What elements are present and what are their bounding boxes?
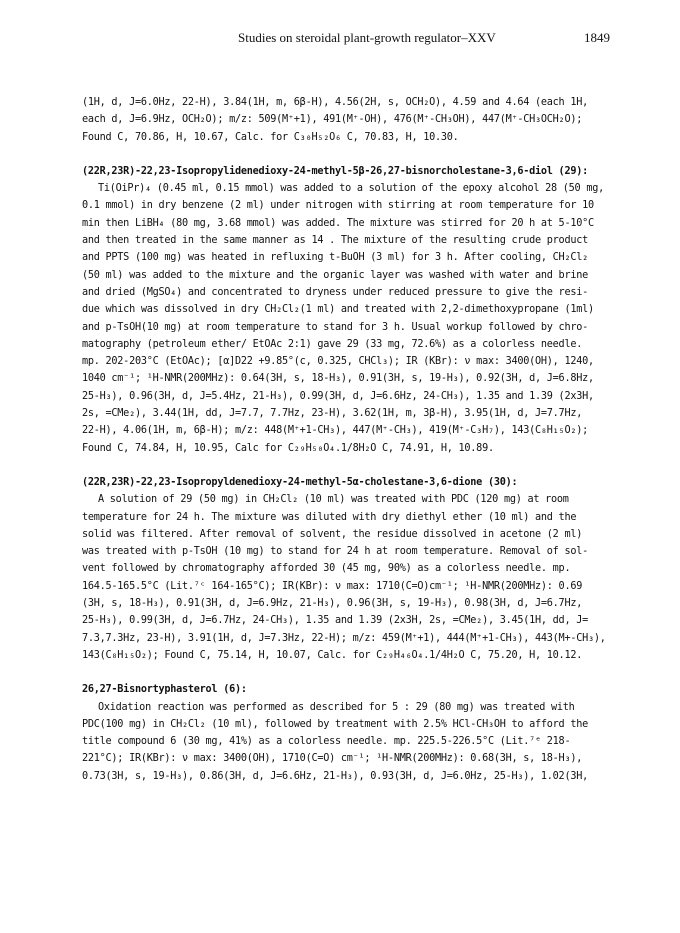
text-line: title compound 6 (30 mg, 41%) as a colorless needle. mp. 225.5-226.5°C (Lit.⁷ᵉ 218-: [82, 736, 571, 748]
text-line: 221°C); IR(KBr): ν max: 3400(OH), 1710(C=O) cm⁻¹; ¹H-NMR(200MHz): 0.68(3H, s, 18-H₃),: [82, 753, 583, 765]
section-continuation: [82, 94, 612, 146]
text-line: Oxidation reaction was performed as described for 5 : 29 (80 mg) was treated with: [98, 701, 575, 713]
text-line: 0.73(3H, s, 19-H₃), 0.86(3H, d, J=6.6Hz, 21-H₃), 0.93(3H, d, J=6.0Hz, 25-H₃), 1.02(3H,: [82, 770, 588, 782]
text-line: 25-H₃), 0.99(3H, d, J=6.7Hz, 24-CH₃), 1.35 and 1.39 (2x3H, 2s, =CMe₂), 3.45(1H, dd, J=: [82, 615, 588, 627]
text-line: (50 ml) was added to the mixture and the organic layer was washed with water and brine: [82, 269, 588, 281]
text-line: (3H, s, 18-H₃), 0.91(3H, d, J=6.9Hz, 21-H₃), 0.96(3H, s, 19-H₃), 0.98(3H, d, J=6.7Hz,: [82, 598, 583, 610]
text-line: solid was filtered. After removal of solvent, the residue dissolved in acetone (2 ml): [82, 528, 583, 540]
text-line: matography (petroleum ether/ EtOAc 2:1) gave 29 (33 mg, 72.6%) as a colorless needle.: [82, 338, 583, 350]
text-line: 7.3,7.3Hz, 23-H), 3.91(1H, d, J=7.3Hz, 22-H); m/z: 459(M⁺+1), 444(M⁺+1-CH₃), 443(M+-CH₃),: [82, 632, 606, 644]
text-line: min then LiBH₄ (80 mg, 3.68 mmol) was added. The mixture was stirred for 20 h at 5-10°C: [82, 217, 594, 229]
text-line: 164.5-165.5°C (Lit.⁷ᶜ 164-165°C); IR(KBr): ν max: 1710(C=O)cm⁻¹; ¹H-NMR(200MHz): 0.69: [82, 580, 583, 592]
section-compound-29: [82, 163, 612, 457]
text-line: 25-H₃), 0.96(3H, d, J=5.4Hz, 21-H₃), 0.99(3H, d, J=6.6Hz, 24-CH₃), 1.35 and 1.39 (2x3H,: [82, 390, 594, 402]
text-line: vent followed by chromatography afforded 30 (45 mg, 90%) as a colorless needle. mp.: [82, 563, 571, 575]
text-line: 1040 cm⁻¹; ¹H-NMR(200MHz): 0.64(3H, s, 18-H₃), 0.91(3H, s, 19-H₃), 0.92(3H, d, J=6.8Hz,: [82, 373, 594, 385]
text-line: and p-TsOH(10 mg) at room temperature to stand for 3 h. Usual workup followed by chro-: [82, 321, 588, 333]
text-line: temperature for 24 h. The mixture was diluted with dry diethyl ether (10 ml) and the: [82, 511, 577, 523]
text-line: 2s, =CMe₂), 3.44(1H, dd, J=7.7, 7.7Hz, 23-H), 3.62(1H, m, 3β-H), 3.95(1H, d, J=7.7Hz,: [82, 408, 583, 420]
section-compound-6: [82, 681, 612, 785]
text-line: 143(C₈H₁₅O₂); Found C, 75.14, H, 10.07, Calc. for C₂₉H₄₆O₄.1/4H₂O C, 75.20, H, 10.12.: [82, 649, 583, 661]
text-line: mp. 202-203°C (EtOAc); [α]D22 +9.85°(c, 0.325, CHCl₃); IR (KBr): ν max: 3400(OH), 1240,: [82, 356, 594, 368]
section-compound-30: [82, 474, 612, 664]
text-line: (1H, d, J=6.0Hz, 22-H), 3.84(1H, m, 6β-H), 4.56(2H, s, OCH₂O), 4.59 and 4.64 (each 1H,: [82, 97, 588, 108]
text-line: 0.1 mmol) in dry benzene (2 ml) under nitrogen with stirring at room temperature for 10: [82, 200, 594, 212]
text-line: 22-H), 4.06(1H, m, 6β-H); m/z: 448(M⁺+1-CH₃), 447(M⁺-CH₃), 419(M⁺-C₃H₇), 143(C₈H₁₅O₂);: [82, 425, 588, 437]
text-line: A solution of 29 (50 mg) in CH₂Cl₂ (10 ml) was treated with PDC (120 mg) at room: [98, 494, 569, 506]
text-line: Found C, 70.86, H, 10.67, Calc. for C₃₀H₅₂O₆ C, 70.83, H, 10.30.: [82, 131, 459, 143]
text-line: and dried (MgSO₄) and concentrated to dryness under reduced pressure to give the resi-: [82, 286, 588, 298]
text-line: each d, J=6.9Hz, OCH₂O); m/z: 509(M⁺+1), 491(M⁺-OH), 476(M⁺-CH₃OH), 447(M⁺-CH₃OCH₂O);: [82, 114, 583, 126]
text-line: PDC(100 mg) in CH₂Cl₂ (10 ml), followed by treatment with 2.5% HCl-CH₃OH to afford the: [82, 718, 588, 730]
text-line: due which was dissolved in dry CH₂Cl₂(1 ml) and treated with 2,2-dimethoxypropane (1ml): [82, 304, 594, 316]
article-body: [82, 94, 612, 785]
section-heading: (22R,23R)-22,23-Isopropylidenedioxy-24-methyl-5β-26,27-bisnorcholestane-3,6-diol (29):: [82, 165, 588, 177]
section-heading: 26,27-Bisnortyphasterol (6):: [82, 684, 247, 696]
page-number: 1849: [584, 30, 610, 45]
text-line: and then treated in the same manner as 14 . The mixture of the resulting crude product: [82, 235, 588, 247]
running-title: Studies on steroidal plant-growth regulator–XXV: [238, 30, 496, 45]
text-line: was treated with p-TsOH (10 mg) to stand for 24 h at room temperature. Removal of sol-: [82, 546, 588, 558]
section-heading: (22R,23R)-22,23-Isopropyldenedioxy-24-methyl-5α-cholestane-3,6-dione (30):: [82, 476, 518, 488]
text-line: Ti(OiPr)₄ (0.45 ml, 0.15 mmol) was added to a solution of the epoxy alcohol 28 (50 mg,: [98, 183, 604, 195]
page-header: [90, 30, 610, 46]
text-line: Found C, 74.84, H, 10.95, Calc for C₂₉H₅₀O₄.1/8H₂O C, 74.91, H, 10.89.: [82, 442, 494, 454]
text-line: and PPTS (100 mg) was heated in refluxing t-BuOH (3 ml) for 3 h. After cooling, CH₂Cl₂: [82, 252, 588, 264]
